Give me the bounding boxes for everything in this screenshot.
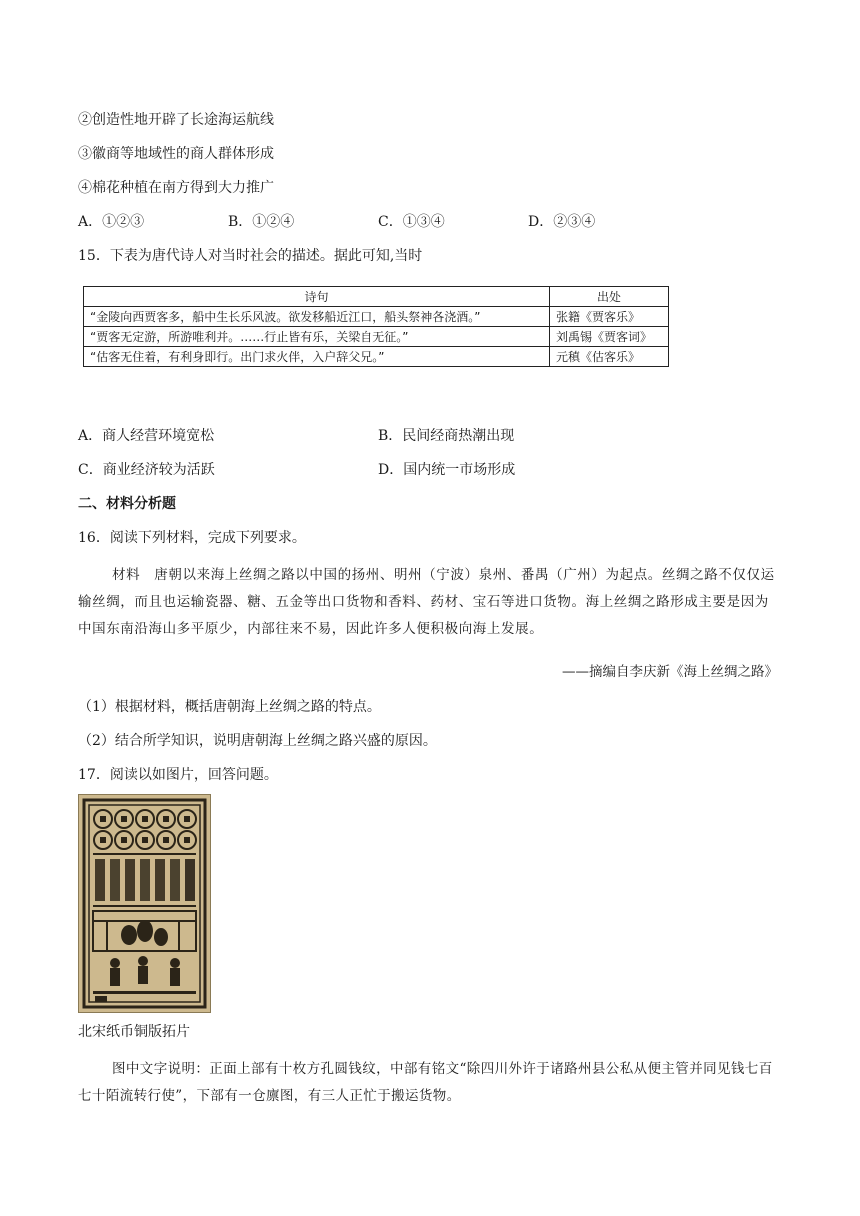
- banknote-rubbing-drawing: [79, 795, 210, 1012]
- question-15-stem: 15．下表为唐代诗人对当时社会的描述。据此可知,当时: [78, 248, 423, 264]
- choice-d: D．②③④: [528, 214, 596, 230]
- table-cell-poem: “估客无住着，有利身即行。出门求火伴，入户辞父兄。”: [84, 347, 550, 367]
- table-header: 诗句: [84, 287, 550, 307]
- choice-c: C．①③④: [378, 214, 445, 230]
- table-row: [84, 307, 669, 327]
- choice-b: B．①②④: [228, 214, 295, 230]
- material-passage: 材料 唐朝以来海上丝绸之路以中国的扬州、明州（宁波）泉州、番禺（广州）为起点。丝绸之路不仅仅运输丝绸，而且也运输瓷器、糖、五金等出口货物和香料、药材、宝石等进口货物。海上丝绸之路形成主要是因为中国东南沿海山多平原少，内部往来不易，因此许多人便积极向海上发展。: [78, 567, 775, 637]
- option-item-3: ③徽商等地域性的商人群体形成: [78, 146, 274, 162]
- table-row: [84, 327, 669, 347]
- image-caption: 北宋纸币铜版拓片: [78, 1024, 190, 1040]
- question-16-sub-2: （2）结合所学知识，说明唐朝海上丝绸之路兴盛的原因。: [78, 733, 437, 749]
- table-row: [84, 347, 669, 367]
- table-cell-source: 刘禹锡《贾客词》: [550, 327, 669, 347]
- option-item-4: ④棉花种植在南方得到大力推广: [78, 180, 274, 196]
- q15-choice-d: D．国内统一市场形成: [378, 462, 516, 478]
- question-17-stem: 17．阅读以如图片，回答问题。: [78, 767, 278, 783]
- table-cell-source: 元稹《估客乐》: [550, 347, 669, 367]
- q15-choice-b: B．民间经商热潮出现: [378, 428, 515, 444]
- section-title: 二、材料分析题: [78, 496, 176, 512]
- option-item-2: ②创造性地开辟了长途海运航线: [78, 112, 274, 128]
- q15-choice-a: A．商人经营环境宽松: [78, 428, 215, 444]
- question-16-sub-1: （1）根据材料，概括唐朝海上丝绸之路的特点。: [78, 699, 381, 715]
- table-cell-poem: “贾客无定游，所游唯利并。……行止皆有乐，关梁自无征。”: [84, 327, 550, 347]
- table-cell-poem: “金陵向西贾客多，船中生长乐风波。欲发移船近江口，船头祭神各浇酒。”: [84, 307, 550, 327]
- question-16-stem: 16．阅读下列材料，完成下列要求。: [78, 530, 306, 546]
- table-header: 出处: [550, 287, 669, 307]
- poem-table: [83, 286, 669, 367]
- q15-choice-c: C．商业经济较为活跃: [78, 462, 215, 478]
- choice-a: A．①②③: [78, 214, 145, 230]
- banknote-rubbing-image: [78, 794, 211, 1013]
- image-description: 图中文字说明：正面上部有十枚方孔圆钱纹，中部有铭文“除四川外许于诸路州县公私从便主管并同见钱七百七十陌流转行使”，下部有一仓廪图，有三人正忙于搬运货物。: [78, 1061, 773, 1104]
- table-header-row: [84, 287, 669, 307]
- table-cell-source: 张籍《贾客乐》: [550, 307, 669, 327]
- material-attribution: ——摘编自李庆新《海上丝绸之路》: [562, 664, 778, 680]
